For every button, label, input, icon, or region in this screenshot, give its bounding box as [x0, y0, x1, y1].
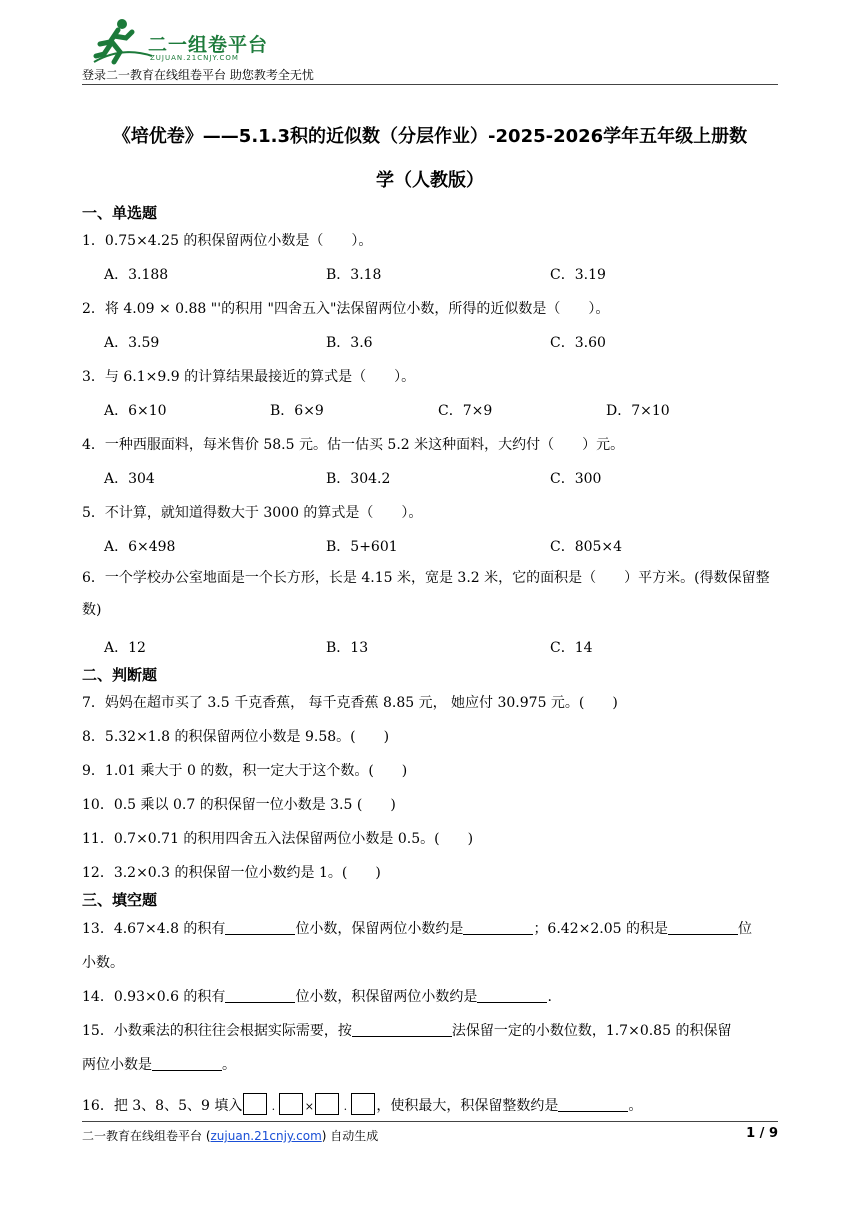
q15-blank-1[interactable]	[352, 1022, 452, 1037]
q3-option-b: B．6×9	[270, 403, 324, 419]
q16-text-2: ，使积最大，积保留整数约是	[376, 1098, 559, 1114]
header-tagline: 登录二一教育在线组卷平台 助您教考全无忧	[82, 68, 314, 82]
q5-option-a: A．6×498	[104, 539, 176, 555]
q5-option-b: B．5+601	[326, 539, 398, 555]
q14-blank-1[interactable]	[225, 988, 295, 1003]
q16-decimal-point-2: .	[343, 1100, 348, 1113]
q3-option-a: A．6×10	[104, 403, 167, 419]
question-11: 11．0.7×0.71 的积用四舍五入法保留两位小数是 0.5。( )	[82, 831, 474, 847]
q16-blank-1[interactable]	[558, 1097, 628, 1112]
question-15-cont	[82, 1054, 782, 1074]
q16-digit-box-4[interactable]	[351, 1093, 375, 1115]
question-15	[82, 1020, 782, 1040]
q2-option-a: A．3.59	[104, 335, 160, 351]
q13-blank-3[interactable]	[668, 920, 738, 935]
q16-times-sign: ×	[304, 1100, 314, 1113]
q16-digit-box-1[interactable]	[243, 1093, 267, 1115]
question-12: 12．3.2×0.3 的积保留一位小数约是 1。( )	[82, 865, 381, 881]
q16-digit-box-3[interactable]	[315, 1093, 339, 1115]
q15-text-1: 15．小数乘法的积往往会根据实际需要，按	[82, 1023, 352, 1039]
q4-option-a: A．304	[104, 471, 155, 487]
footer-source	[82, 1127, 378, 1144]
footer-prefix: 二一教育在线组卷平台 (	[82, 1129, 211, 1143]
question-5: 5．不计算，就知道得数大于 3000 的算式是（ ）。	[82, 505, 423, 521]
question-9: 9．1.01 乘大于 0 的数，积一定大于这个数。( )	[82, 763, 408, 779]
q15-text-4: 。	[222, 1057, 236, 1073]
q6-option-a: A．12	[104, 640, 146, 656]
section-heading-fill-blank: 三、填空题	[82, 891, 158, 909]
q13-text-1: 13．4.67×4.8 的积有	[82, 921, 226, 937]
document-title-line2: 学（人教版）	[376, 170, 484, 191]
q5-option-c: C．805×4	[550, 539, 623, 555]
section-heading-true-false: 二、判断题	[82, 666, 158, 684]
q14-blank-2[interactable]	[477, 988, 547, 1003]
page-number: 1 / 9	[746, 1126, 778, 1141]
q15-text-3: 两位小数是	[82, 1057, 152, 1073]
question-1: 1．0.75×4.25 的积保留两位小数是（ ）。	[82, 233, 373, 249]
q2-option-b: B．3.6	[326, 335, 373, 351]
q16-text-3: 。	[628, 1098, 643, 1114]
q1-option-a: A．3.188	[104, 267, 169, 283]
q1-option-b: B．3.18	[326, 267, 382, 283]
header-divider	[82, 84, 778, 85]
q14-text-2: 位小数，积保留两位小数约是	[295, 989, 478, 1005]
question-6: 6．一个学校办公室地面是一个长方形，长是 4.15 米，宽是 3.2 米，它的面积是（ ）平方米。(得数保留整数)	[82, 570, 770, 618]
question-10: 10．0.5 乘以 0.7 的积保留一位小数是 3.5 ( )	[82, 797, 396, 813]
q15-blank-2[interactable]	[152, 1056, 222, 1071]
question-13-cont: 小数。	[82, 955, 124, 971]
q13-text-3: ；6.42×2.05 的积是	[533, 921, 668, 937]
question-3: 3．与 6.1×9.9 的计算结果最接近的算式是（ ）。	[82, 369, 416, 385]
question-2: 2．将 4.09 × 0.88 "'的积用 "四舍五入"法保留两位小数，所得的近似数是（ ）。	[82, 301, 610, 317]
q3-option-d: D．7×10	[606, 403, 670, 419]
q13-blank-2[interactable]	[463, 920, 533, 935]
footer-suffix: ) 自动生成	[321, 1129, 379, 1143]
question-8: 8．5.32×1.8 的积保留两位小数是 9.58。( )	[82, 729, 390, 745]
logo-text: 二一组卷平台	[148, 34, 269, 56]
q13-blank-1[interactable]	[225, 920, 295, 935]
q15-text-2: 法保留一定的小数位数，1.7×0.85 的积保留	[451, 1023, 732, 1039]
question-16	[82, 1093, 782, 1115]
q4-option-c: C．300	[550, 471, 602, 487]
section-heading-single-choice: 一、单选题	[82, 204, 158, 222]
q2-option-c: C．3.60	[550, 335, 606, 351]
question-4: 4．一种西服面料，每米售价 58.5 元。估一估买 5.2 米这种面料，大约付（ ）元。	[82, 437, 625, 453]
q14-text-3: .	[547, 989, 552, 1005]
question-13	[82, 918, 782, 938]
q6-option-c: C．14	[550, 640, 593, 656]
logo-subtext: ZUJUAN.21CNJY.COM	[150, 54, 239, 62]
q1-option-c: C．3.19	[550, 267, 606, 283]
q3-option-c: C．7×9	[438, 403, 493, 419]
q14-text-1: 14．0.93×0.6 的积有	[82, 989, 226, 1005]
q16-text-1: 16．把 3、8、5、9 填入	[82, 1098, 243, 1114]
q4-option-b: B．304.2	[326, 471, 391, 487]
q13-text-4: 位	[737, 921, 752, 937]
q13-text-2: 位小数，保留两位小数约是	[295, 921, 464, 937]
question-14	[82, 986, 782, 1006]
q16-digit-box-2[interactable]	[279, 1093, 303, 1115]
footer-divider	[82, 1121, 778, 1122]
question-7: 7．妈妈在超市买了 3.5 千克香蕉， 每千克香蕉 8.85 元， 她应付 30.975 元。( )	[82, 695, 618, 711]
q16-decimal-point: .	[271, 1100, 276, 1113]
document-title-line1: 《培优卷》——5.1.3积的近似数（分层作业）-2025-2026学年五年级上册数	[112, 126, 748, 147]
q6-option-b: B．13	[326, 640, 369, 656]
footer-link[interactable]: zujuan.21cnjy.com	[210, 1129, 322, 1143]
